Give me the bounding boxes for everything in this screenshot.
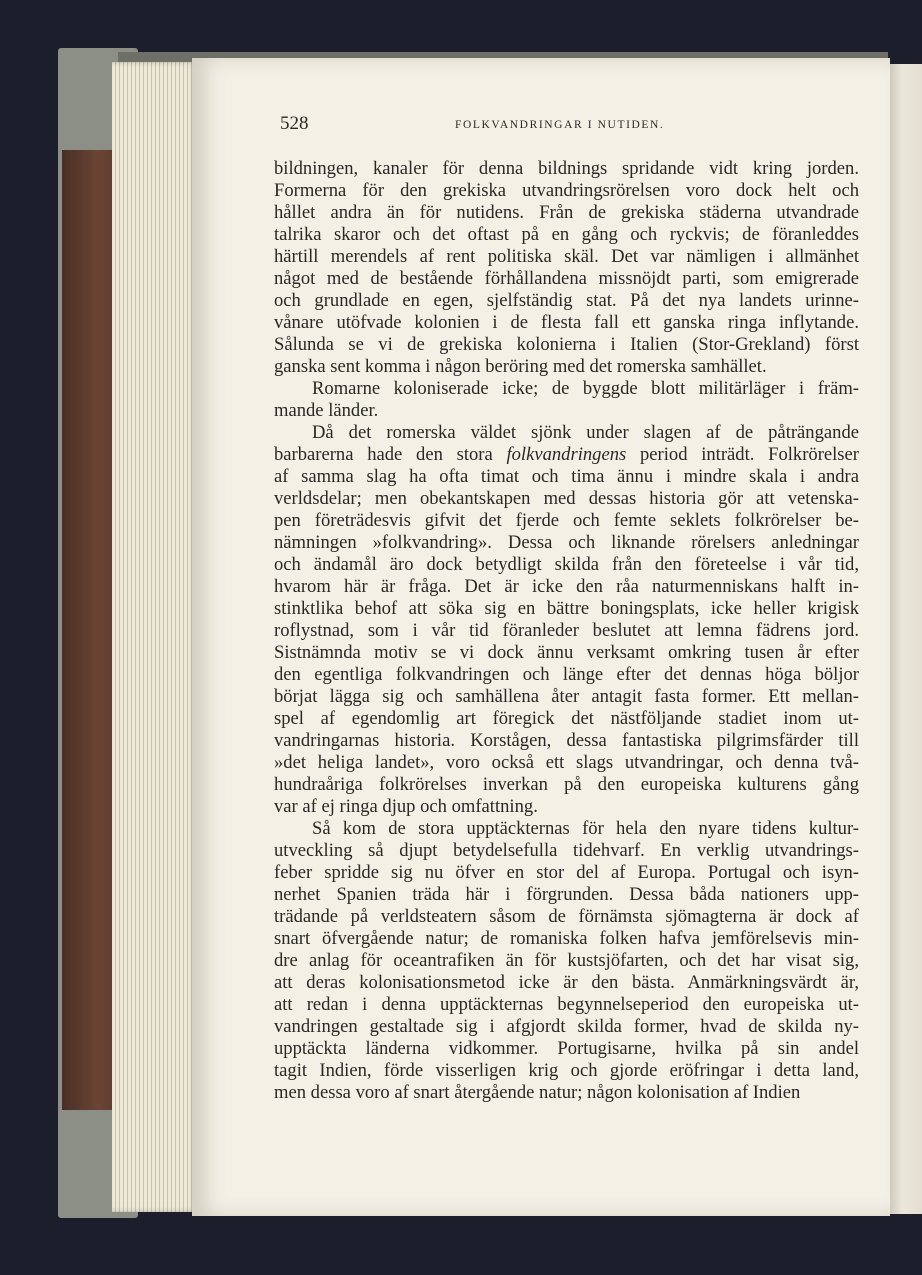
text-line: var af ej ringa djup och omfattning. <box>274 796 538 817</box>
text-line: och ändamål äro dock betydligt skilda från den företeelse i vår tid, <box>274 554 859 575</box>
italic-text: folkvandringens <box>506 444 627 465</box>
text-line: af samma slag ha ofta timat och tima ännu i mindre skala i andra <box>274 466 859 487</box>
next-page-edge <box>890 64 922 1214</box>
text-line: men dessa voro af snart återgående natur; någon kolonisation af Indien <box>274 1082 801 1103</box>
text-line: vånare utöfvade kolonien i de flesta fall ett ganska ringa inflytande. <box>274 312 859 333</box>
text-line: tagit Indien, förde visserligen krig och gjorde eröfringar i detta land, <box>274 1060 859 1081</box>
text-line: Romarne koloniserade icke; de byggde blott militärläger i främ- <box>312 378 859 399</box>
text-line: härtill merendels af rent politiska skäl. Det var nämligen i allmänhet <box>274 246 859 267</box>
text-line: börjat lägga sig och samhällena åter antagit fasta former. Ett mellan- <box>274 686 859 707</box>
text-line: Då det romerska väldet sjönk under slagen af de påträngande <box>312 422 859 443</box>
paragraph <box>274 158 859 378</box>
text-line: roflystnad, som i vår tid föranleder beslutet att lemna fädrens jord. <box>274 620 859 641</box>
running-head-title: FOLKVANDRINGAR I NUTIDEN. <box>455 119 665 131</box>
paragraph <box>274 422 859 818</box>
text-line: upptäckta länderna vidkommer. Portugisarne, hvilka på sin andel <box>274 1038 859 1059</box>
text-line: nämningen »folkvandring». Dessa och liknande rörelsers anledningar <box>274 532 859 553</box>
page-number: 528 <box>280 113 309 134</box>
text-line: nerhet Spanien träda här i förgrunden. Dessa båda nationers upp- <box>274 884 859 905</box>
text-line: bildningen, kanaler för denna bildnings spridande vidt kring jorden. <box>274 158 859 179</box>
text-line: ganska sent komma i någon beröring med det romerska samhället. <box>274 356 767 377</box>
text-line: att deras kolonisationsmetod icke är den bästa. Anmärkningsvärdt är, <box>274 972 859 993</box>
running-header <box>280 113 860 137</box>
text-line: stinktlika behof att söka sig en bättre boningsplats, icke heller krigisk <box>274 598 859 619</box>
text-line: talrika skaror och det oftast på en gång och ryckvis; de föranleddes <box>274 224 859 245</box>
text-line: mande länder. <box>274 400 379 421</box>
text-line: spel af egendomlig art föregick det nästföljande stadiet inom ut- <box>274 708 859 729</box>
text-segment: period inträdt. Folkrörelser <box>626 444 859 465</box>
text-line: utveckling så djupt betydelsefulla tidehvarf. En verklig utvandrings- <box>274 840 859 861</box>
text-line: hundraåriga folkrörelses inverkan på den europeiska kulturens gång <box>274 774 859 795</box>
paragraph <box>274 818 859 1104</box>
text-line: snart öfvergående natur; de romaniska folken hafva jemförelsevis min- <box>274 928 859 949</box>
text-line: att redan i denna upptäckternas begynnelseperiod den europeiska ut- <box>274 994 859 1015</box>
text-line: vandringarnas historia. Korstågen, dessa fantastiska pilgrimsfärder till <box>274 730 859 751</box>
text-line: verldsdelar; men obekantskapen med dessas historia gör att vetenska- <box>274 488 859 509</box>
paragraph <box>274 378 859 422</box>
text-line: pen företrädesvis gifvit det fjerde och femte seklets folkrörelser be- <box>274 510 859 531</box>
text-line: Formerna för den grekiska utvandringsrörelsen voro dock helt och <box>274 180 859 201</box>
text-line: vandringen gestaltade sig i afgjordt skilda former, hvad de skilda ny- <box>274 1016 859 1037</box>
text-line: trädande på verldsteatern såsom de förnämsta sjömagterna är dock af <box>274 906 859 927</box>
text-line: den egentliga folkvandringen och länge efter det dennas höga böljor <box>274 664 859 685</box>
text-line: Sistnämnda motiv se vi dock ännu verksamt omkring tusen år efter <box>274 642 859 663</box>
body-text <box>274 158 859 1104</box>
text-line: hvarom här är fråga. Det är icke den råa naturmenniskans halft in- <box>274 576 859 597</box>
text-line: Så kom de stora upptäckternas för hela den nyare tidens kultur- <box>312 818 859 839</box>
text-line: Sålunda se vi de grekiska kolonierna i Italien (Stor-Grekland) först <box>274 334 859 355</box>
text-line: något med de bestående förhållandena missnöjdt parti, som emigrerade <box>274 268 859 289</box>
text-line: och grundlade en egen, sjelfständig stat. På det nya landets urinne- <box>274 290 859 311</box>
text-line: hållet andra än för nutidens. Från de grekiska städerna utvandrade <box>274 202 859 223</box>
text-line <box>274 444 859 466</box>
page-stack <box>112 62 198 1212</box>
text-line: dre anlag för oceantrafiken än för kustsjöfarten, och det har visat sig, <box>274 950 859 971</box>
text-line: feber spridde sig nu öfver en stor del af Europa. Portugal och isyn- <box>274 862 859 883</box>
text-segment: barbarerna hade den stora <box>274 444 507 465</box>
text-line: »det heliga landet», voro också ett slags utvandringar, och denna två- <box>274 752 859 773</box>
